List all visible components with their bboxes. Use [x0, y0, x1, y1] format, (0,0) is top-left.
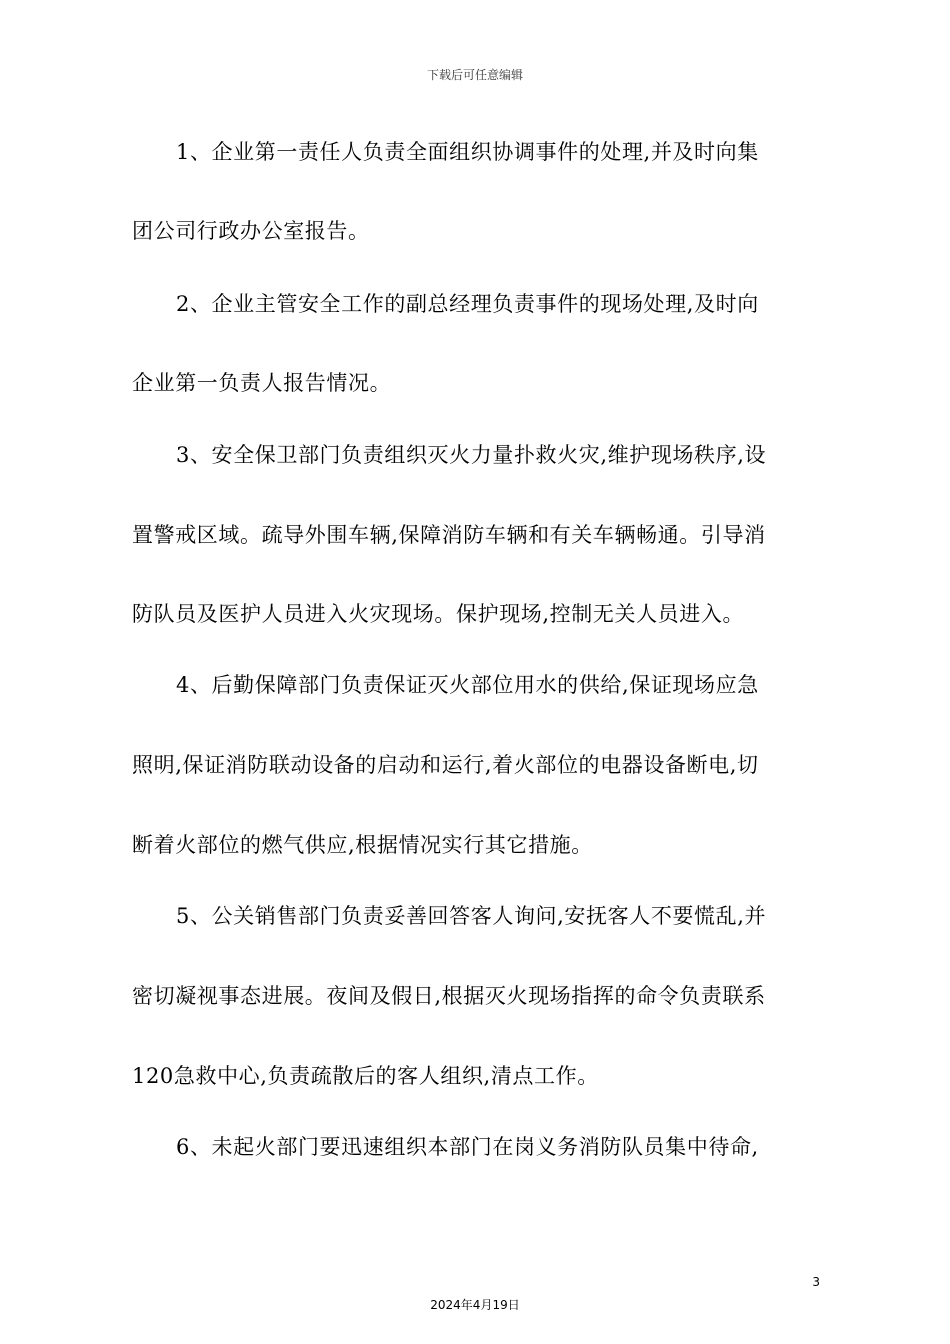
paragraph-2-line-2: 企业第一负责人报告情况。 — [132, 371, 392, 395]
paragraph-5-line-1: 5、公关销售部门负责妥善回答客人询问,安抚客人不要慌乱,并 — [176, 904, 767, 928]
paragraph-4-line-1: 4、后勤保障部门负责保证灭火部位用水的供给,保证现场应急 — [176, 673, 759, 697]
paragraph-5-line-3: 120急救中心,负责疏散后的客人组织,清点工作。 — [132, 1064, 599, 1088]
page-number: 3 — [812, 1275, 820, 1289]
header-note: 下载后可任意编辑 — [426, 68, 523, 82]
paragraph-1-line-2: 团公司行政办公室报告。 — [132, 219, 370, 243]
paragraph-5-line-2: 密切凝视事态进展。夜间及假日,根据灭火现场指挥的命令负责联系 — [132, 984, 766, 1008]
paragraph-4-line-3: 断着火部位的燃气供应,根据情况实行其它措施。 — [132, 833, 593, 857]
paragraph-2-line-1: 2、企业主管安全工作的副总经理负责事件的现场处理,及时向 — [176, 292, 759, 316]
footer-date: 2024年4月19日 — [430, 1298, 520, 1312]
paragraph-3-line-3: 防队员及医护人员进入火灾现场。保护现场,控制无关人员进入。 — [132, 602, 745, 626]
paragraph-6-line-1: 6、未起火部门要迅速组织本部门在岗义务消防队员集中待命, — [176, 1135, 759, 1159]
paragraph-3-line-1: 3、安全保卫部门负责组织灭火力量扑救火灾,维护现场秩序,设 — [176, 443, 767, 467]
paragraph-3-line-2: 置警戒区域。疏导外围车辆,保障消防车辆和有关车辆畅通。引导消 — [132, 523, 766, 547]
paragraph-4-line-2: 照明,保证消防联动设备的启动和运行,着火部位的电器设备断电,切 — [132, 753, 759, 777]
paragraph-1-line-1: 1、企业第一责任人负责全面组织协调事件的处理,并及时向集 — [176, 140, 759, 164]
